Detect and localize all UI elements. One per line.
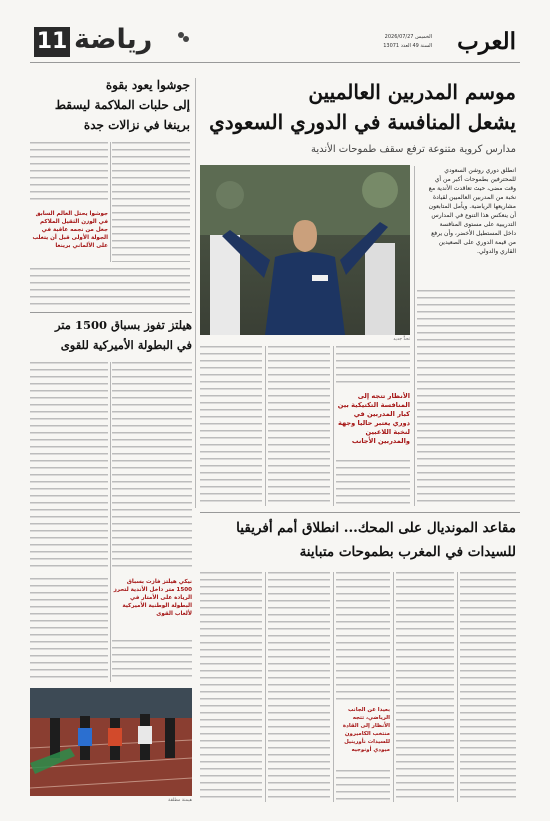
side-pull-quote: جوشوا يحتل العالم السابق في الوزن الثقيل الملاكم جعل من نجمه عاقبة في الجولة الأولى قبل أن يتغلب على الألماني برينغا bbox=[32, 211, 108, 249]
main-photo bbox=[200, 165, 410, 335]
masthead-issue: السنة 49 العدد 13071 bbox=[383, 43, 432, 49]
side-headline-line3: برينغا في نزالات جدة bbox=[83, 118, 190, 132]
main-subheadline: مدارس كروية متنوعة ترفع سقف طموحات الأندية bbox=[310, 144, 516, 155]
main-headline-line1: موسم المدربين العالميين bbox=[308, 80, 516, 104]
athletics-pull-quote: نيكي هيلتز فازت بسباق 1500 متر داخل الأندية لتحرز الريادة على الأمتار في البطولة الوطنية الأميركية لألعاب القوى bbox=[113, 579, 192, 617]
main-photo-caption: تحدٍّ جديد bbox=[393, 337, 410, 342]
side-headline-line2: إلى حلبات الملاكمة ليسقط bbox=[54, 98, 190, 112]
main-intro-text: انطلق دوري روشن السعودي للمحترفين بطموحات أكبر من أي وقت مضى، حيث تعاقدت الأندية مع نخبة من المدربين العالميين لقيادة مشاريعها الرياضية. ويأمل المتابعون أن ينعكس هذا التنوع في المدارس التدريبية على مستوى المنافسة داخل المستطيل الأخضر، وأن يرفع من قيمة الدوري على الصعيدين القاري والدولي. bbox=[428, 167, 516, 255]
masthead-date: الخميس 2026/07/27 bbox=[384, 34, 432, 40]
athletics-headline-line2: في البطولة الأميركية للقوى bbox=[60, 338, 192, 352]
bottom-headline-line1: مقاعد المونديال على المحك... انطلاق أمم أفريقيا bbox=[236, 520, 516, 536]
athletics-headline-line1: هيلتز تفوز بسباق 1500 متر bbox=[54, 318, 192, 332]
athletics-photo bbox=[30, 688, 192, 796]
athletics-photo-caption: هيمنة مطلقة bbox=[168, 798, 192, 803]
main-headline-line2: يشعل المنافسة في الدوري السعودي bbox=[209, 110, 516, 134]
section-name: رياضة bbox=[74, 24, 153, 55]
main-pull-quote: الأنظار تتجه إلى المنافسة التكتيكية بين كبار المدربين في دوري يعتبر حاليا وجهة لنخبة اللاعبين والمدربين الأجانب bbox=[337, 392, 410, 445]
bottom-pull-quote: بعيدا عن الجانب الرياضي، تتجه الأنظار إلى القادة منتخب الكاميرون للسيدات نأورينيل ميودي أونوجيه bbox=[342, 707, 390, 753]
section-number: 11 bbox=[34, 27, 70, 57]
section-icon bbox=[176, 29, 190, 43]
bottom-headline-line2: للسيدات في المغرب بطموحات متباينة bbox=[299, 544, 516, 560]
side-headline-line1: جوشوا يعود بقوة bbox=[105, 78, 190, 92]
masthead-logo: العرب bbox=[457, 28, 516, 55]
